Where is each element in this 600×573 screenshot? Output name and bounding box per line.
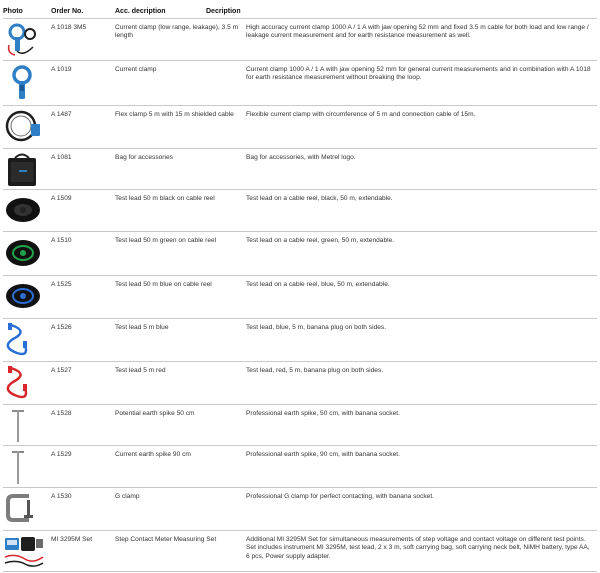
acc-description: Current clamp (low range, leakage), 3.5 m length bbox=[115, 24, 239, 40]
order-number: A 1509 bbox=[51, 195, 72, 202]
current-clamp-icon bbox=[3, 21, 43, 59]
table-row bbox=[0, 488, 600, 530]
test-lead-icon bbox=[3, 321, 43, 359]
description: Professional G clamp for perfect contacting, with banana socket. bbox=[246, 493, 435, 500]
table-row bbox=[0, 19, 600, 60]
cable-reel-icon bbox=[3, 278, 43, 312]
table-row bbox=[0, 190, 600, 231]
order-number: A 1528 bbox=[51, 410, 72, 417]
description: Test lead, red, 5 m, banana plug on both sides. bbox=[246, 367, 384, 374]
order-number: A 1510 bbox=[51, 237, 72, 244]
acc-description: Test lead 5 m blue bbox=[115, 324, 169, 331]
acc-description: Test lead 50 m blue on cable reel bbox=[115, 281, 212, 288]
test-lead-icon bbox=[3, 364, 43, 402]
order-number: A 1019 bbox=[51, 66, 72, 73]
order-number: MI 3295M Set bbox=[51, 536, 93, 543]
flex-clamp-icon bbox=[3, 108, 43, 146]
current-clamp-icon bbox=[3, 63, 43, 103]
description: Test lead on a cable reel, blue, 50 m, extendable. bbox=[246, 281, 390, 288]
table-row bbox=[0, 446, 600, 487]
acc-description: Test lead 50 m black on cable reel bbox=[115, 195, 215, 202]
measuring-set-icon bbox=[3, 533, 43, 571]
row-divider bbox=[3, 571, 597, 572]
description: Test lead on a cable reel, green, 50 m, extendable. bbox=[246, 237, 395, 244]
header-description: Decription bbox=[206, 8, 241, 15]
description: Flexible current clamp with circumference of 5 m and connection cable of 15m. bbox=[246, 111, 476, 118]
table-row bbox=[0, 362, 600, 404]
cable-reel-icon bbox=[3, 234, 43, 270]
order-number: A 1527 bbox=[51, 367, 72, 374]
earth-spike-icon bbox=[3, 448, 43, 486]
acc-description: Flex clamp 5 m with 15 m shielded cable bbox=[115, 111, 234, 118]
table-row bbox=[0, 149, 600, 189]
acc-description: Test lead 5 m red bbox=[115, 367, 166, 374]
table-header bbox=[0, 0, 600, 18]
description: Professional earth spike, 90 cm, with banana socket. bbox=[246, 451, 400, 458]
table-row bbox=[0, 106, 600, 148]
table-row bbox=[0, 61, 600, 105]
acc-description: Current earth spike 90 cm bbox=[115, 451, 191, 458]
g-clamp-icon bbox=[3, 490, 43, 526]
order-number: A 1525 bbox=[51, 281, 72, 288]
acc-description: G clamp bbox=[115, 493, 140, 500]
order-number: A 1529 bbox=[51, 451, 72, 458]
table-row bbox=[0, 319, 600, 361]
description: Additional MI 3295M Set for simultaneous measurements of step voltage and contact voltage on different test points. Set includes instrument MI 3295M, test lead, 2 x 3 m, soft carrying bag, soft carrying neck belt, NiMH battery, type AA, 6 pcs, Power supply adapter. bbox=[246, 536, 590, 560]
header-photo: Photo bbox=[3, 8, 23, 15]
acc-description: Bag for accessories bbox=[115, 154, 173, 161]
acc-description: Potential earth spike 50 cm bbox=[115, 410, 195, 417]
description: Professional earth spike, 50 cm, with banana socket. bbox=[246, 410, 400, 417]
order-number: A 1018 3M5 bbox=[51, 24, 87, 31]
order-number: A 1487 bbox=[51, 111, 72, 118]
cable-reel-icon bbox=[3, 192, 43, 226]
acc-description: Test lead 50 m green on cable reel bbox=[115, 237, 217, 244]
order-number: A 1530 bbox=[51, 493, 72, 500]
order-number: A 1526 bbox=[51, 324, 72, 331]
description: Current clamp 1000 A / 1 A with jaw opening 52 mm for general current measurements and in combination with A 1018 for earth resistance measurement without breaking the loop. bbox=[246, 66, 591, 82]
order-number: A 1081 bbox=[51, 154, 72, 161]
earth-spike-icon bbox=[3, 407, 43, 445]
header-acc-description: Acc. decription bbox=[115, 8, 166, 15]
header-order-no: Order No. bbox=[51, 8, 84, 15]
description: High accuracy current clamp 1000 A / 1 A with jaw opening 52 mm and fixed 3.5 m cable for both load and low range / leakage current measurement and for earth resistance measurement as well. bbox=[246, 24, 589, 40]
acc-description: Current clamp bbox=[115, 66, 157, 73]
description: Bag for accessories, with Metrel logo. bbox=[246, 154, 356, 161]
acc-description: Step Contact Meter Measuring Set bbox=[115, 536, 217, 543]
description: Test lead, blue, 5 m, banana plug on both sides. bbox=[246, 324, 387, 331]
table-row bbox=[0, 405, 600, 445]
table-row bbox=[0, 531, 600, 571]
bag-icon bbox=[3, 151, 43, 189]
description: Test lead on a cable reel, black, 50 m, extendable. bbox=[246, 195, 393, 202]
table-row bbox=[0, 276, 600, 318]
table-row bbox=[0, 232, 600, 275]
